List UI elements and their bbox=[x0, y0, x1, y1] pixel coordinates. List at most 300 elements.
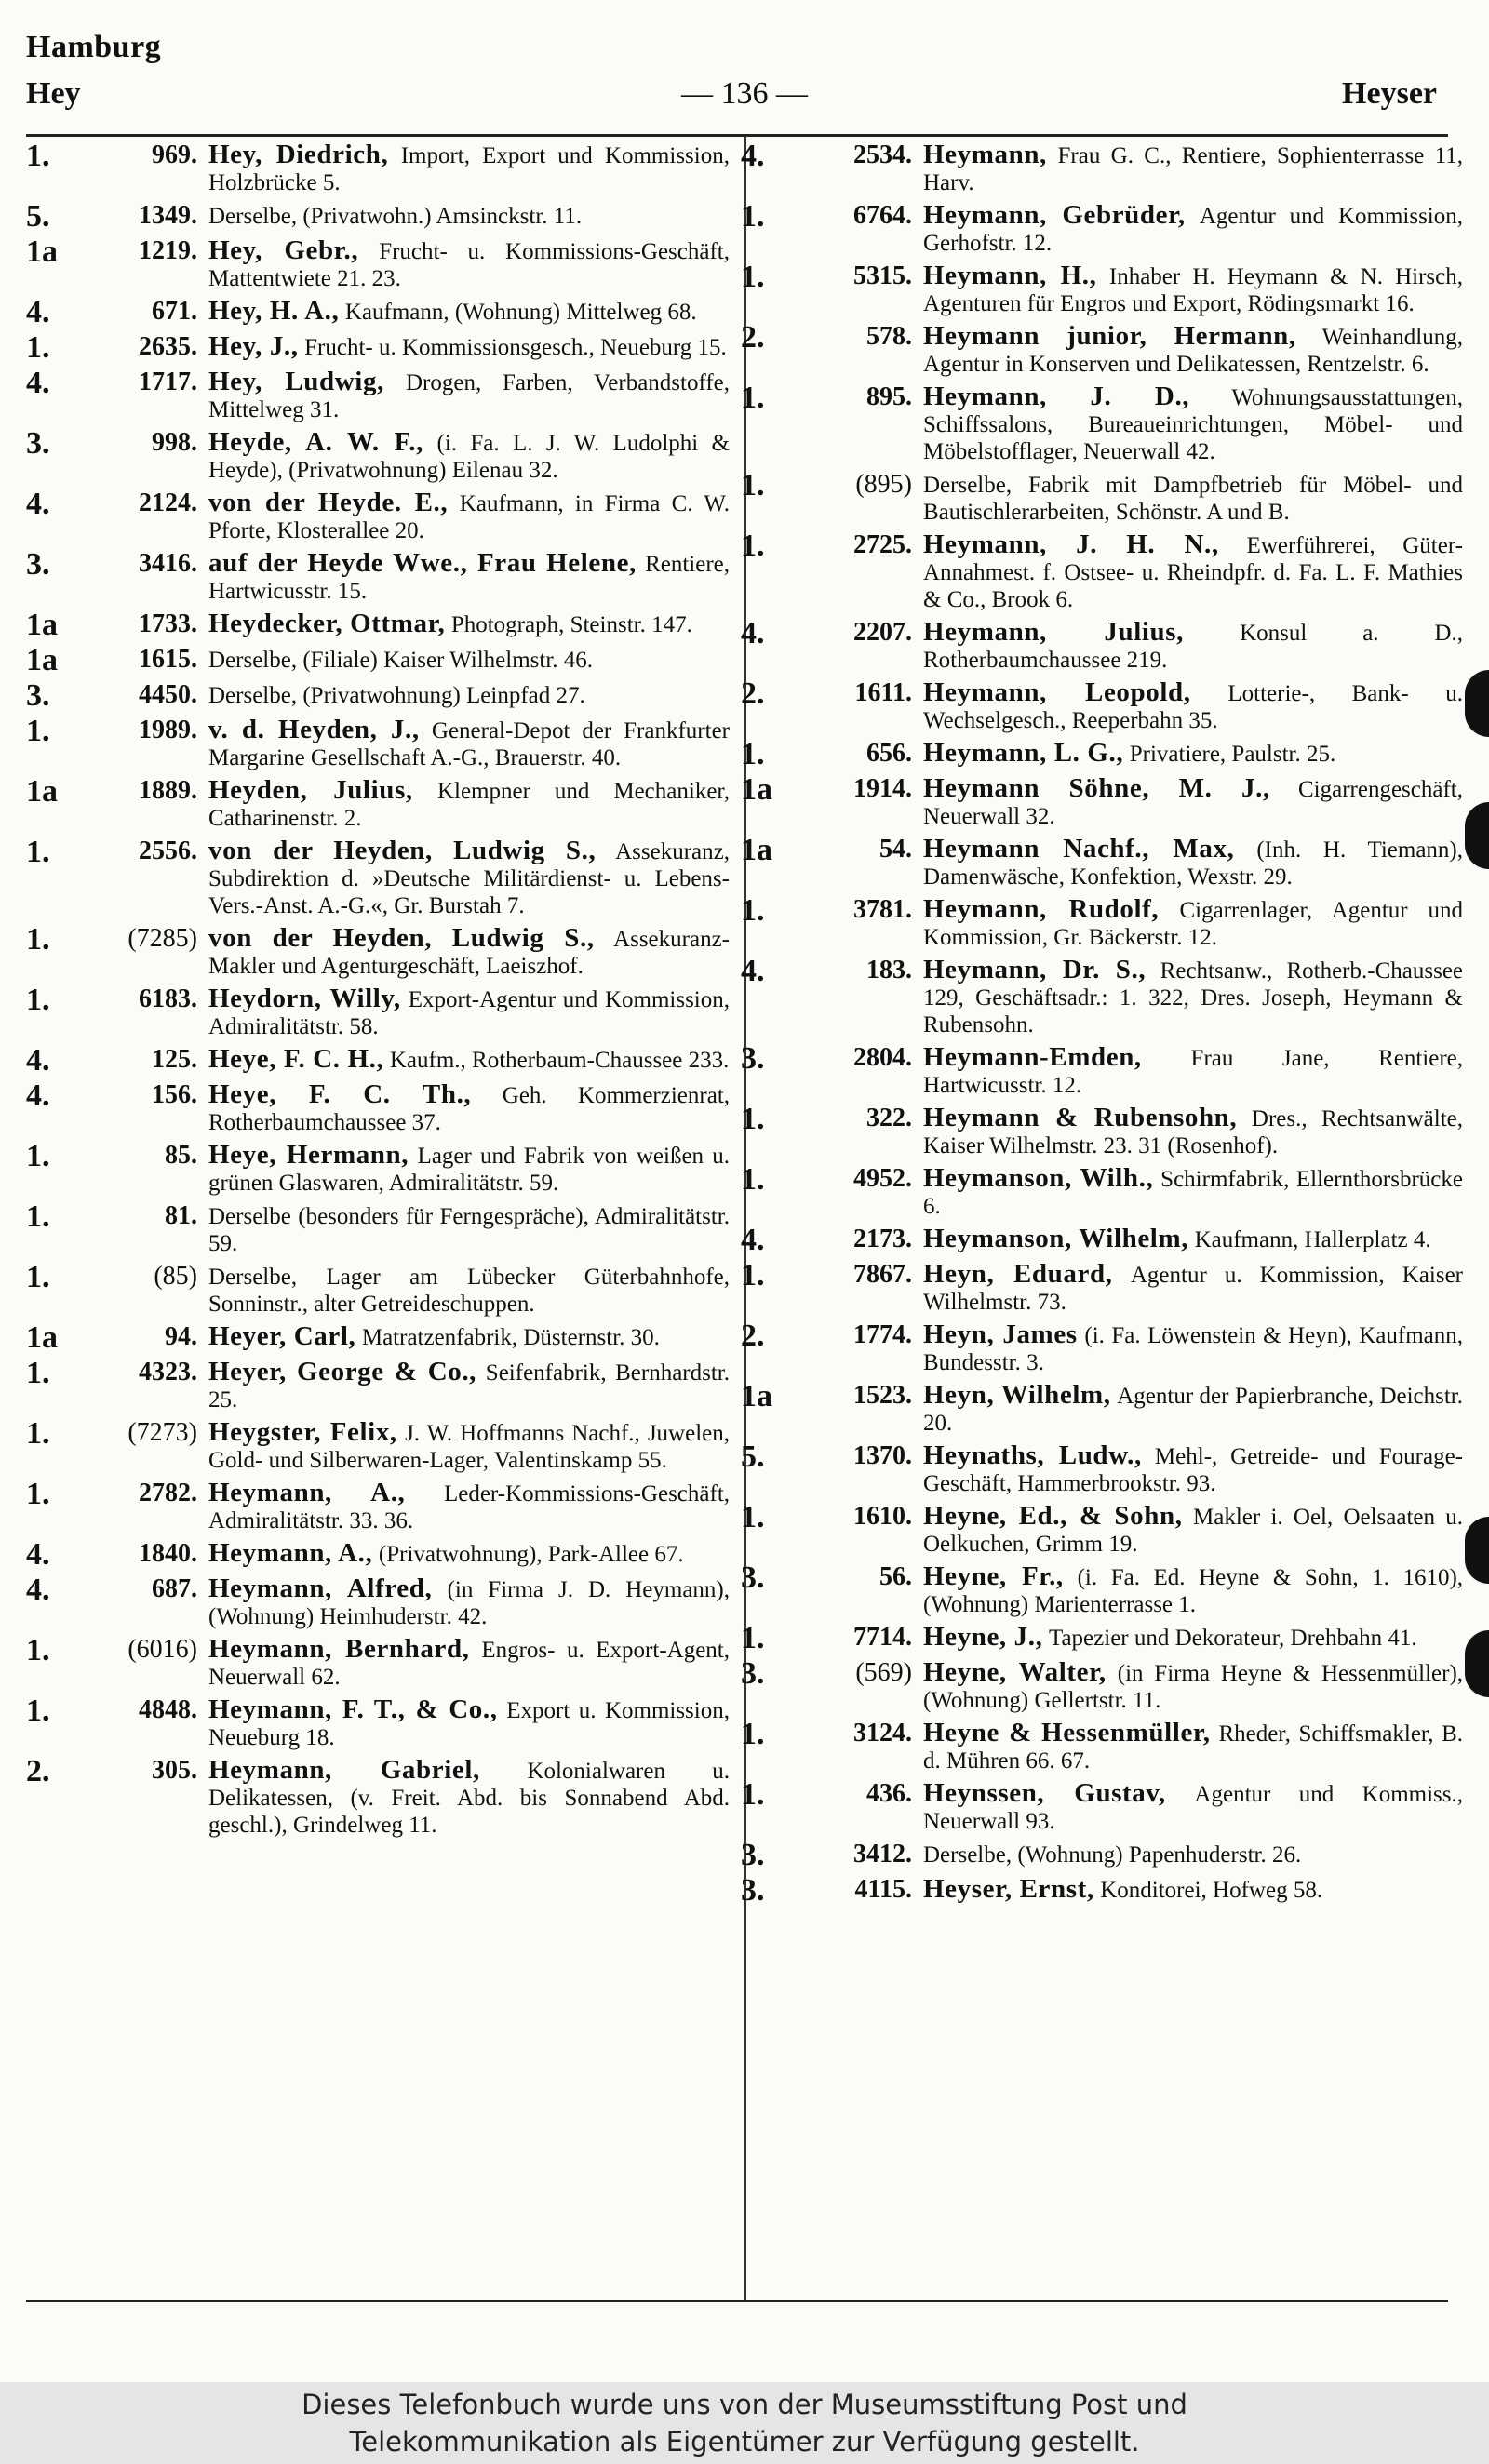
exchange-zone: 4. bbox=[741, 139, 765, 173]
subscriber-details: Agentur u. Kommission, Kaiser Wilhelmstr. 73. bbox=[923, 1263, 1463, 1315]
subscriber-name: Heymann, Bernhard, bbox=[208, 1634, 470, 1664]
subscriber-details: Frucht- u. Kommissions-Geschäft, Mattentwiete 21. 23. bbox=[208, 239, 730, 291]
entry-body bbox=[923, 1442, 1463, 1497]
phone-number: 3124. bbox=[853, 1719, 912, 1748]
subscriber-name: Heymann, L. G., bbox=[923, 738, 1124, 768]
subscriber-details: (i. Fa. L. J. W. Ludolphi & Heyde), (Privatwohnung) Eilenau 32. bbox=[208, 431, 730, 483]
entry-body bbox=[208, 1636, 730, 1691]
phone-number: (7285) bbox=[127, 924, 197, 953]
subscriber-name: Heymanson, Wilhelm, bbox=[923, 1224, 1189, 1253]
phone-number: 3781. bbox=[853, 895, 912, 924]
exchange-zone: 3. bbox=[741, 1560, 765, 1595]
directory-entry bbox=[26, 1199, 730, 1257]
phone-number: 1219. bbox=[139, 236, 197, 265]
subscriber-details: (Inh. H. Tiemann), Damenwäsche, Konfektion, Wexstr. 29. bbox=[923, 837, 1463, 890]
directory-entry bbox=[26, 199, 730, 234]
directory-entry bbox=[741, 1321, 1463, 1376]
entry-body bbox=[923, 1261, 1463, 1316]
entry-body bbox=[923, 619, 1463, 674]
exchange-zone: 1a bbox=[26, 643, 58, 677]
subscriber-name: Heymann, Gabriel, bbox=[208, 1755, 480, 1785]
phone-number: 6764. bbox=[853, 201, 912, 230]
entry-body bbox=[208, 837, 730, 919]
phone-number: 4323. bbox=[139, 1358, 197, 1386]
directory-entry bbox=[26, 1696, 730, 1751]
directory-entry bbox=[741, 772, 1464, 830]
exchange-zone: 1. bbox=[741, 1102, 765, 1136]
phone-number: 56. bbox=[879, 1562, 912, 1591]
exchange-zone: 1. bbox=[741, 468, 765, 502]
subscriber-name: von der Heyden, Ludwig S., bbox=[208, 836, 597, 865]
punch-hole bbox=[1465, 1630, 1489, 1697]
directory-entry bbox=[26, 922, 730, 980]
subscriber-details: Rechtsanw., Rotherb.-Chaussee 129, Geschäftsadr.: 1. 322, Dres. Joseph, Heymann & Rubensohn. bbox=[923, 958, 1464, 1038]
phone-number: 1989. bbox=[139, 716, 197, 744]
exchange-zone: 1. bbox=[741, 737, 765, 771]
subscriber-name: Heyer, Carl, bbox=[208, 1321, 356, 1351]
left-column bbox=[26, 141, 730, 2291]
phone-number: 998. bbox=[152, 428, 197, 457]
subscriber-name: Heynaths, Ludw., bbox=[923, 1440, 1142, 1470]
entry-body bbox=[208, 1757, 730, 1839]
directory-entry bbox=[741, 893, 1464, 951]
entry-body bbox=[208, 1480, 730, 1534]
subscriber-details: Rheder, Schiffsmakler, B. d. Mühren 66. 67. bbox=[923, 1721, 1464, 1774]
directory-entry bbox=[741, 737, 1463, 771]
phone-number: 1733. bbox=[139, 609, 197, 638]
phone-number: 1523. bbox=[853, 1381, 912, 1410]
subscriber-details: Inhaber H. Heymann & N. Hirsch, Agenturen für Engros und Export, Rödingsmarkt 16. bbox=[923, 264, 1464, 316]
entry-body bbox=[208, 298, 730, 326]
exchange-zone: 4. bbox=[26, 487, 50, 521]
phone-number: 1610. bbox=[853, 1502, 912, 1531]
exchange-zone: 1. bbox=[741, 893, 765, 928]
exchange-zone: 1a bbox=[26, 774, 58, 809]
entry-body bbox=[208, 368, 730, 423]
entry-body bbox=[208, 1419, 730, 1474]
phone-number: 6183. bbox=[139, 984, 197, 1013]
exchange-zone: 3. bbox=[26, 547, 50, 582]
exchange-zone: 1. bbox=[741, 1717, 765, 1751]
punch-hole bbox=[1465, 1517, 1489, 1584]
directory-entry bbox=[741, 1500, 1464, 1558]
subscriber-name: Heyne, Ed., & Sohn, bbox=[923, 1501, 1183, 1531]
subscriber-name: Heymann Nachf., Max, bbox=[923, 834, 1235, 864]
subscriber-name: Hey, Diedrich, bbox=[208, 140, 389, 169]
subscriber-name: Heyde, A. W. F., bbox=[208, 427, 423, 457]
subscriber-details: Kaufm., Rotherbaum-Chaussee 233. bbox=[389, 1048, 730, 1073]
directory-entry bbox=[741, 833, 1463, 891]
exchange-zone: 2. bbox=[741, 676, 765, 711]
subscriber-name: Hey, Gebr., bbox=[208, 235, 359, 265]
directory-entry bbox=[741, 468, 1463, 526]
entry-body bbox=[208, 237, 730, 292]
phone-number: 5315. bbox=[853, 261, 912, 290]
directory-entry bbox=[26, 1139, 730, 1197]
subscriber-details: Kolonialwaren u. Delikatessen, (v. Freit. Abd. bis Sonnabend Abd. geschl.), Grindelweg 11. bbox=[208, 1759, 730, 1838]
exchange-zone: 1. bbox=[26, 1477, 50, 1511]
phone-number: 305. bbox=[152, 1756, 197, 1785]
subscriber-details: Cigarrengeschäft, Neuerwall 32. bbox=[923, 777, 1464, 829]
exchange-zone: 4. bbox=[26, 295, 50, 329]
entry-body bbox=[208, 1323, 730, 1351]
directory-entry bbox=[741, 1041, 1463, 1099]
subscriber-name: Heynssen, Gustav, bbox=[923, 1778, 1166, 1808]
subscriber-details: Tapezier und Dekorateur, Drehbahn 41. bbox=[1048, 1626, 1417, 1651]
phone-number: (569) bbox=[855, 1658, 912, 1687]
exchange-zone: 1a bbox=[741, 833, 772, 867]
subscriber-name: Heyne & Hessenmüller, bbox=[923, 1718, 1211, 1748]
directory-entry bbox=[741, 616, 1463, 674]
subscriber-name: Heymann-Emden, bbox=[923, 1042, 1142, 1072]
directory-entry bbox=[26, 1320, 730, 1355]
exchange-zone: 1. bbox=[741, 1258, 765, 1292]
phone-number: 1349. bbox=[139, 201, 197, 230]
entry-body bbox=[923, 896, 1463, 951]
directory-entry bbox=[741, 1838, 1463, 1872]
directory-entry bbox=[26, 330, 730, 365]
subscriber-name: Heyn, Eduard, bbox=[923, 1259, 1113, 1289]
phone-number: 2207. bbox=[853, 618, 912, 647]
directory-entry bbox=[26, 837, 730, 919]
exchange-zone: 1a bbox=[26, 1320, 58, 1355]
phone-number: 4952. bbox=[853, 1164, 912, 1193]
subscriber-details: (i. Fa. Ed. Heyne & Sohn, 1. 1610), (Wohnung) Marienterrasse 1. bbox=[923, 1565, 1464, 1617]
entry-body bbox=[208, 716, 730, 771]
entry-body bbox=[208, 1696, 730, 1751]
entry-body bbox=[923, 1876, 1463, 1904]
subscriber-details: General-Depot der Frankfurter Margarine Gesellschaft A.-G., Brauerstr. 40. bbox=[208, 718, 730, 770]
phone-number: 436. bbox=[866, 1779, 912, 1808]
phone-number: 85. bbox=[165, 1141, 197, 1170]
directory-entry bbox=[26, 295, 730, 329]
phone-number: (7273) bbox=[127, 1418, 197, 1447]
subscriber-details: Cigarrenlager, Agentur und Kommission, Gr. Bäckerstr. 12. bbox=[923, 898, 1464, 950]
directory-entry bbox=[741, 383, 1463, 465]
subscriber-name: Heymann, bbox=[923, 140, 1047, 169]
directory-entry bbox=[741, 1102, 1464, 1159]
directory-entry bbox=[26, 1477, 731, 1534]
subscriber-name: Heymann, Rudolf, bbox=[923, 894, 1160, 924]
exchange-zone: 1. bbox=[741, 199, 765, 234]
subscriber-details: (in Firma Heyne & Hessenmüller), (Wohnung) Gellertstr. 11. bbox=[923, 1661, 1464, 1713]
exchange-zone: 1. bbox=[26, 330, 50, 365]
subscriber-details: J. W. Hoffmanns Nachf., Juwelen, Gold- und Silberwaren-Lager, Valentinskamp 55. bbox=[208, 1421, 730, 1473]
exchange-zone: 1. bbox=[26, 139, 50, 173]
directory-entry bbox=[741, 1717, 1464, 1774]
phone-number: 1914. bbox=[853, 774, 912, 803]
phone-number: 2173. bbox=[853, 1225, 912, 1253]
directory-entry bbox=[741, 199, 1463, 257]
exchange-zone: 1. bbox=[741, 1621, 765, 1655]
exchange-zone: 1. bbox=[26, 714, 50, 748]
phone-number: 895. bbox=[866, 382, 912, 411]
phone-number: 2725. bbox=[853, 530, 912, 559]
phone-number: 1611. bbox=[854, 678, 912, 707]
subscriber-name: Heymann, Gebrüder, bbox=[923, 200, 1186, 230]
subscriber-name: Heyer, George & Co., bbox=[208, 1357, 477, 1386]
exchange-zone: 1. bbox=[26, 1139, 50, 1173]
subscriber-details: Frau G. C., Rentiere, Sophienterrasse 11, Harv. bbox=[923, 143, 1463, 195]
subscriber-name: Hey, J., bbox=[208, 331, 299, 361]
entry-body bbox=[923, 1105, 1463, 1159]
phone-number: 7714. bbox=[853, 1623, 912, 1652]
directory-entry bbox=[741, 1225, 1463, 1255]
phone-number: 969. bbox=[152, 141, 197, 169]
subscriber-details: (i. Fa. Löwenstein & Heyn), Kaufmann, Bundesstr. 3. bbox=[923, 1323, 1463, 1375]
directory-entry bbox=[741, 141, 1463, 196]
exchange-zone: 4. bbox=[26, 366, 50, 400]
footer-notice bbox=[0, 2382, 1489, 2464]
right-column bbox=[741, 141, 1463, 2291]
exchange-zone: 4. bbox=[26, 1043, 50, 1078]
phone-number: 2556. bbox=[139, 837, 197, 865]
subscriber-name: Heye, F. C. H., bbox=[208, 1044, 384, 1074]
subscriber-details: Lager und Fabrik von weißen u. grünen Glaswaren, Admiralitätstr. 59. bbox=[208, 1144, 730, 1196]
directory-entry bbox=[741, 531, 1463, 613]
subscriber-details: (in Firma J. D. Heymann), (Wohnung) Heimhuderstr. 42. bbox=[208, 1577, 730, 1629]
subscriber-details: Privatiere, Paulstr. 25. bbox=[1129, 742, 1336, 767]
entry-body bbox=[208, 1142, 730, 1197]
directory-entry bbox=[26, 489, 730, 544]
directory-entry bbox=[26, 716, 730, 771]
directory-entry bbox=[26, 1537, 730, 1572]
directory-entry bbox=[26, 1575, 730, 1630]
subscriber-details: Wohnungsausstattungen, Schiffssalons, Bureaueinrichtungen, Möbel- und Möbelstofflager, Neuerwall 42. bbox=[923, 385, 1463, 464]
phone-number: 125. bbox=[152, 1045, 197, 1074]
exchange-zone: 2. bbox=[26, 1754, 50, 1788]
entry-body bbox=[923, 1165, 1463, 1220]
exchange-zone: 3. bbox=[26, 426, 50, 461]
subscriber-details: Agentur und Kommiss., Neuerwall 93. bbox=[923, 1782, 1463, 1834]
directory-entry bbox=[26, 678, 730, 713]
page-header bbox=[0, 76, 1489, 128]
entry-body bbox=[923, 957, 1463, 1038]
subscriber-name: Heyne, Walter, bbox=[923, 1657, 1107, 1687]
footer-line-2: Telekommunikation als Eigentümer zur Verfügung gestellt. bbox=[349, 2426, 1140, 2457]
subscriber-name: v. d. Heyden, J., bbox=[208, 715, 420, 744]
subscriber-name: Heye, F. C. Th., bbox=[208, 1079, 472, 1109]
punch-hole bbox=[1465, 802, 1489, 869]
phone-number: 2534. bbox=[853, 141, 912, 169]
entry-body bbox=[208, 550, 730, 605]
entry-body bbox=[923, 262, 1463, 317]
entry-body bbox=[923, 202, 1463, 257]
subscriber-details: Matratzenfabrik, Düsternstr. 30. bbox=[361, 1325, 660, 1350]
directory-entry bbox=[741, 1379, 1464, 1437]
subscriber-details: Seifenfabrik, Bernhardstr. 25. bbox=[208, 1360, 730, 1413]
subscriber-name: Heyser, Ernst, bbox=[923, 1874, 1094, 1904]
directory-entry bbox=[741, 1162, 1464, 1220]
entry-body bbox=[208, 1202, 730, 1257]
phone-number: 1717. bbox=[139, 368, 197, 396]
entry-body bbox=[923, 1563, 1463, 1618]
subscriber-name: Heygster, Felix, bbox=[208, 1417, 397, 1447]
phone-number: 656. bbox=[866, 739, 912, 768]
subscriber-name: Heyden, Julius, bbox=[208, 775, 413, 805]
subscriber-details: Derselbe, (Filiale) Kaiser Wilhelmstr. 46. bbox=[208, 648, 594, 673]
subscriber-details: (Privatwohnung), Park-Allee 67. bbox=[378, 1542, 684, 1567]
entry-body bbox=[923, 740, 1463, 768]
phone-number: 156. bbox=[152, 1080, 197, 1109]
exchange-zone: 1. bbox=[26, 1416, 50, 1451]
subscriber-details: Drogen, Farben, Verbandstoffe, Mittelweg 31. bbox=[208, 370, 731, 422]
subscriber-details: Konditorei, Hofweg 58. bbox=[1100, 1878, 1323, 1903]
subscriber-name: Heymann & Rubensohn, bbox=[923, 1103, 1238, 1132]
entry-body bbox=[923, 1659, 1463, 1714]
directory-entry bbox=[26, 1754, 730, 1839]
running-head: Hamburg bbox=[26, 30, 162, 64]
phone-number: (895) bbox=[855, 470, 912, 499]
subscriber-details: Export-Agentur und Kommission, Admiralitätstr. 58. bbox=[208, 987, 730, 1039]
phone-number: 54. bbox=[879, 835, 912, 864]
directory-entry bbox=[26, 1416, 730, 1474]
exchange-zone: 1a bbox=[741, 772, 772, 807]
directory-entry bbox=[26, 547, 730, 605]
phone-number: 2635. bbox=[139, 332, 197, 361]
phone-number: 183. bbox=[866, 956, 912, 984]
exchange-zone: 1. bbox=[741, 1500, 765, 1534]
directory-entry bbox=[26, 1043, 730, 1078]
subscriber-name: Heydorn, Willy, bbox=[208, 984, 401, 1013]
exchange-zone: 3. bbox=[26, 678, 50, 713]
entry-body bbox=[923, 1841, 1463, 1868]
exchange-zone: 1. bbox=[26, 1633, 50, 1667]
subscriber-name: Heymann, J. H. N., bbox=[923, 529, 1219, 559]
phone-number: 1370. bbox=[853, 1441, 912, 1470]
subscriber-name: Heymann, Julius, bbox=[923, 617, 1184, 647]
entry-body bbox=[923, 679, 1463, 734]
subscriber-details: Schirmfabrik, Ellernthorsbrücke 6. bbox=[923, 1167, 1464, 1219]
entry-body bbox=[208, 925, 730, 980]
exchange-zone: 1a bbox=[741, 1379, 772, 1413]
subscriber-name: Heyne, Fr., bbox=[923, 1561, 1064, 1591]
entry-body bbox=[923, 1321, 1463, 1376]
phone-number: 578. bbox=[866, 322, 912, 351]
subscriber-name: auf der Heyde Wwe., Frau Helene, bbox=[208, 548, 637, 578]
directory-entry bbox=[741, 1621, 1463, 1655]
subscriber-details: Ewerführerei, Güter-Annahmest. f. Ostsee- u. Rheindpfr. d. Fa. L. F. Mathies & Co., Brook 6. bbox=[923, 533, 1464, 612]
entry-body bbox=[923, 836, 1463, 891]
subscriber-details: Derselbe, (Privatwohn.) Amsinckstr. 11. bbox=[208, 204, 583, 229]
entry-body bbox=[208, 489, 730, 544]
subscriber-name: Heymann, J. D., bbox=[923, 382, 1190, 411]
subscriber-name: Heye, Hermann, bbox=[208, 1140, 409, 1170]
entry-body bbox=[208, 610, 730, 638]
phone-number: 4115. bbox=[854, 1875, 912, 1904]
subscriber-details: Mehl-, Getreide- und Fourage-Geschäft, Hammerbrookstr. 93. bbox=[923, 1444, 1464, 1496]
subscriber-details: Geh. Kommerzienrat, Rotherbaumchaussee 37. bbox=[208, 1083, 731, 1135]
entry-body bbox=[923, 1780, 1463, 1835]
exchange-zone: 1. bbox=[741, 1162, 765, 1197]
subscriber-details: Kaufmann, Hallerplatz 4. bbox=[1194, 1227, 1431, 1252]
subscriber-details: Engros- u. Export-Agent, Neuerwall 62. bbox=[208, 1638, 730, 1690]
subscriber-name: Hey, Ludwig, bbox=[208, 367, 384, 396]
subscriber-details: Assekuranz-Makler und Agenturgeschäft, Laeiszhof. bbox=[208, 927, 730, 979]
exchange-zone: 1. bbox=[741, 529, 765, 563]
exchange-zone: 4. bbox=[26, 1573, 50, 1607]
subscriber-name: Heymann, F. T., & Co., bbox=[208, 1694, 498, 1724]
exchange-zone: 1. bbox=[741, 260, 765, 294]
entry-body bbox=[208, 1081, 730, 1136]
entry-body bbox=[923, 1044, 1463, 1099]
exchange-zone: 1a bbox=[26, 234, 58, 269]
directory-entry bbox=[741, 1873, 1463, 1908]
phone-number: 1889. bbox=[139, 776, 197, 805]
entry-body bbox=[923, 141, 1463, 196]
exchange-zone: 3. bbox=[741, 1838, 765, 1872]
subscriber-details: Makler i. Oel, Oelsaaten u. Oelkuchen, Grimm 19. bbox=[923, 1505, 1464, 1557]
subscriber-name: Heymann, A., bbox=[208, 1478, 406, 1507]
directory-entry bbox=[741, 1560, 1464, 1618]
exchange-zone: 4. bbox=[741, 616, 765, 650]
exchange-zone: 1. bbox=[741, 1777, 765, 1812]
entry-body bbox=[208, 681, 730, 709]
phone-number: 2124. bbox=[139, 489, 197, 517]
subscriber-details: Derselbe, Lager am Lübecker Güterbahnhofe, Sonninstr., alter Getreideschuppen. bbox=[208, 1265, 730, 1317]
subscriber-name: Heyne, J., bbox=[923, 1622, 1043, 1652]
entry-body bbox=[208, 202, 730, 230]
subscriber-details: Agentur der Papierbranche, Deichstr. 20. bbox=[923, 1384, 1464, 1436]
subscriber-name: Heyn, Wilhelm, bbox=[923, 1380, 1111, 1410]
directory-entry bbox=[741, 1777, 1463, 1835]
footer-line-1: Dieses Telefonbuch wurde uns von der Museumsstiftung Post und bbox=[302, 2389, 1187, 2420]
exchange-zone: 2. bbox=[741, 1319, 765, 1353]
subscriber-name: von der Heyden, Ludwig S., bbox=[208, 923, 595, 953]
subscriber-details: Derselbe (besonders für Ferngespräche), Admiralitätstr. 59. bbox=[208, 1204, 730, 1256]
subscriber-details: Import, Export und Kommission, Holzbrücke 5. bbox=[208, 143, 730, 195]
entry-body bbox=[208, 1046, 730, 1074]
directory-entry bbox=[26, 141, 730, 196]
exchange-zone: 3. bbox=[741, 1041, 765, 1076]
phone-number: 1840. bbox=[139, 1539, 197, 1568]
subscriber-name: Heymann Söhne, M. J., bbox=[923, 773, 1270, 803]
entry-body bbox=[208, 1359, 730, 1413]
directory-entry bbox=[26, 426, 730, 484]
subscriber-name: Hey, H. A., bbox=[208, 296, 340, 326]
entry-body bbox=[208, 1575, 730, 1630]
directory-entry bbox=[26, 774, 730, 832]
entry-body bbox=[208, 777, 730, 832]
phone-number: (6016) bbox=[127, 1635, 197, 1664]
entry-body bbox=[923, 1382, 1463, 1437]
directory-entry bbox=[26, 234, 730, 292]
exchange-zone: 3. bbox=[741, 1873, 765, 1908]
entry-body bbox=[208, 646, 730, 674]
directory-entry bbox=[26, 1078, 731, 1136]
subscriber-details: Dres., Rechtsanwälte, Kaiser Wilhelmstr. 23. 31 (Rosenhof). bbox=[923, 1106, 1464, 1158]
directory-entry bbox=[741, 1442, 1463, 1497]
subscriber-details: Leder-Kommissions-Geschäft, Admiralitätstr. 33. 36. bbox=[208, 1481, 731, 1533]
directory-entry bbox=[26, 1260, 730, 1318]
punch-hole bbox=[1465, 670, 1489, 737]
subscriber-name: Heymann junior, Hermann, bbox=[923, 321, 1296, 351]
phone-number: 81. bbox=[165, 1201, 197, 1230]
subscriber-details: Rentiere, Hartwicusstr. 15. bbox=[208, 552, 730, 604]
entry-body bbox=[923, 1225, 1463, 1253]
entry-body bbox=[208, 1263, 730, 1318]
directory-entry bbox=[26, 1356, 730, 1413]
subscriber-name: Heyn, James bbox=[923, 1319, 1078, 1349]
phone-number: 4450. bbox=[139, 680, 197, 709]
phone-number: 3416. bbox=[139, 549, 197, 578]
subscriber-details: Derselbe, Fabrik mit Dampfbetrieb für Möbel- und Bautischlerarbeiten, Schönstr. A und B. bbox=[923, 473, 1463, 525]
subscriber-name: Heymann, A., bbox=[208, 1538, 373, 1568]
phone-number: 671. bbox=[152, 297, 197, 326]
subscriber-name: Heymanson, Wilh., bbox=[923, 1163, 1154, 1193]
entry-body bbox=[208, 1540, 730, 1568]
subscriber-details: Assekuranz, Subdirektion d. »Deutsche Militärdienst- u. Lebens-Vers.-Anst. A.-G.«, Gr. Burstah 7. bbox=[208, 839, 730, 918]
